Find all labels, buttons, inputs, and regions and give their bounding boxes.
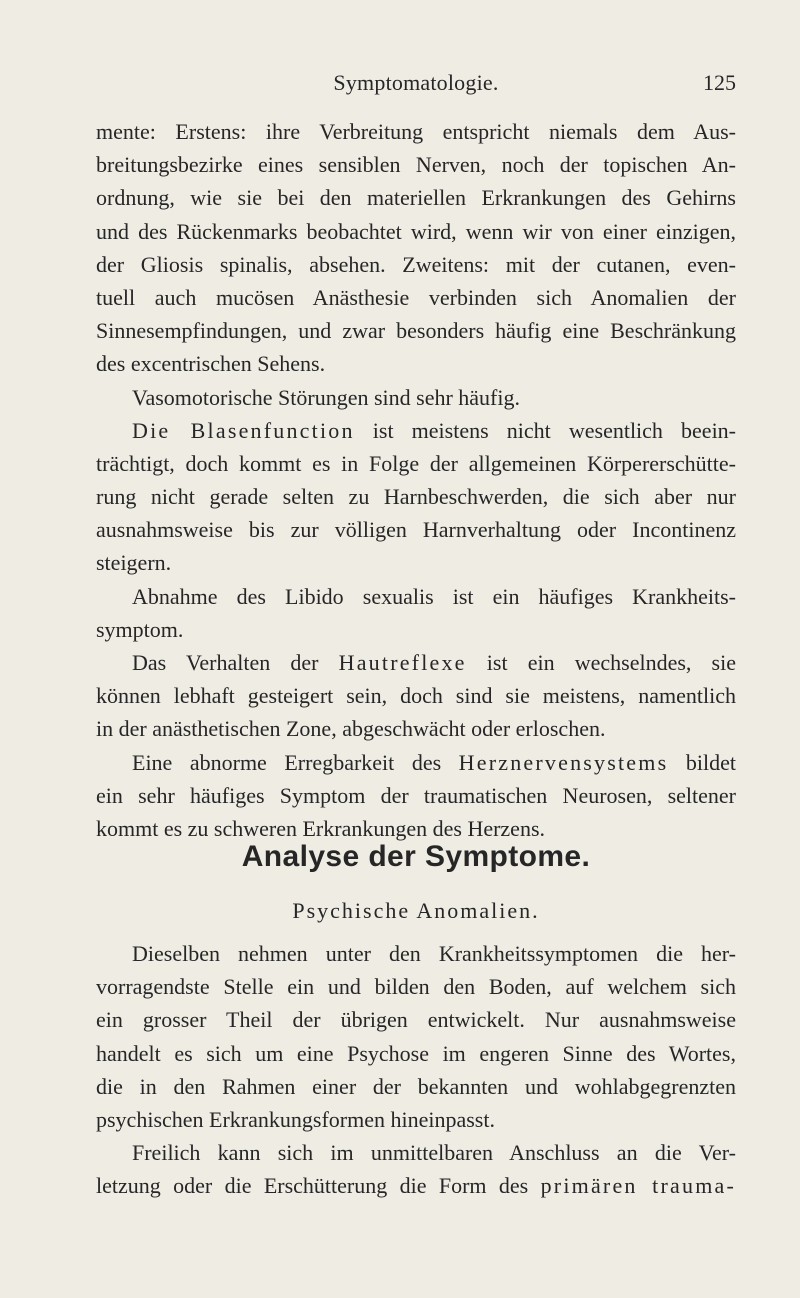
text-line: des excentrischen Sehens. xyxy=(96,351,326,377)
term-herznervensystem: Herznervensystems xyxy=(458,749,669,775)
text-line: handelt es sich um eine Psychose im engeren Sinne des Wortes, xyxy=(96,1040,736,1066)
text-line: ein grosser Theil der übrigen entwickelt. Nur ausnahmsweise xyxy=(96,1007,736,1033)
text-line: Sinnesempfindungen, und zwar besonders häufig eine Beschränkung xyxy=(96,318,736,344)
running-head xyxy=(96,70,736,100)
text-block-analysis xyxy=(96,937,736,1203)
text-line: mente: Erstens: ihre Verbreitung entspricht niemals dem Aus- xyxy=(96,119,736,144)
text-line: können lebhaft gesteigert sein, doch sind sie meistens, namentlich xyxy=(96,683,736,709)
section-title: Analyse der Symptome. xyxy=(241,840,591,873)
paragraph-libido: Abnahme des Libido sexualis ist ein häufiges Krankheits- xyxy=(132,583,736,609)
text-line: ordnung, wie sie bei den materiellen Erkrankungen des Gehirns xyxy=(96,185,736,211)
text-line: breitungsbezirke eines sensiblen Nerven, noch der topischen An- xyxy=(96,152,736,178)
text-line: in der anästhetischen Zone, abgeschwächt oder erloschen. xyxy=(96,716,606,742)
text-line: steigern. xyxy=(96,550,172,576)
running-title: Symptomatologie. xyxy=(333,70,499,95)
text-line: rung nicht gerade selten zu Harnbeschwerden, die sich aber nur xyxy=(96,484,736,510)
term-blasenfunction: Die Blasenfunction xyxy=(132,417,355,443)
term-primaeren-trauma: primären trauma- xyxy=(540,1173,736,1199)
text-line: kommt es zu schweren Erkrankungen des Herzens. xyxy=(96,815,546,841)
subsection-title: Psychische Anomalien. xyxy=(292,898,540,923)
text-line: vorragendste Stelle ein und bilden den Boden, auf welchem sich xyxy=(96,974,736,1000)
text-line: tuell auch mucösen Anästhesie verbinden sich Anomalien der xyxy=(96,284,736,310)
text-line: Dieselben nehmen unter den Krankheitssymptomen die her- xyxy=(132,941,736,966)
text-line: letzung oder die Erschütterung die Form des primären trauma- xyxy=(96,1173,736,1199)
paragraph-blase-line: Die Blasenfunction ist meistens nicht wesentlich beein- xyxy=(132,417,737,443)
text-line: die in den Rahmen einer der bekannten und wohlabgegrenzten xyxy=(96,1073,736,1099)
text-line: symptom. xyxy=(96,616,184,642)
text-line: ein sehr häufiges Symptom der traumatischen Neurosen, seltener xyxy=(96,782,736,808)
text-line: trächtigt, doch kommt es in Folge der allgemeinen Körpererschütte- xyxy=(96,450,736,476)
page-number: 125 xyxy=(703,70,736,95)
paragraph-freilich: Freilich kann sich im unmittelbaren Anschluss an die Ver- xyxy=(132,1140,736,1166)
term-hautreflexe: Hautreflexe xyxy=(338,650,467,675)
text-line: und des Rückenmarks beobachtet wird, wenn wir von einer einzigen, xyxy=(96,218,736,244)
text-line: der Gliosis spinalis, absehen. Zweitens: mit der cutanen, even- xyxy=(96,251,736,277)
paragraph-hautreflexe-line: Das Verhalten der Hautreflexe ist ein wechselndes, sie xyxy=(132,650,736,675)
text-block-symptoms xyxy=(96,115,736,845)
text-line: ausnahmsweise bis zur völligen Harnverhaltung oder Incontinenz xyxy=(96,517,736,543)
paragraph-vasomotor: Vasomotorische Störungen sind sehr häufig. xyxy=(132,384,520,410)
text-line: psychischen Erkrankungsformen hineinpasst. xyxy=(96,1106,495,1132)
paragraph-herz-line: Eine abnorme Erregbarkeit des Herznervensystems bildet xyxy=(132,749,736,775)
